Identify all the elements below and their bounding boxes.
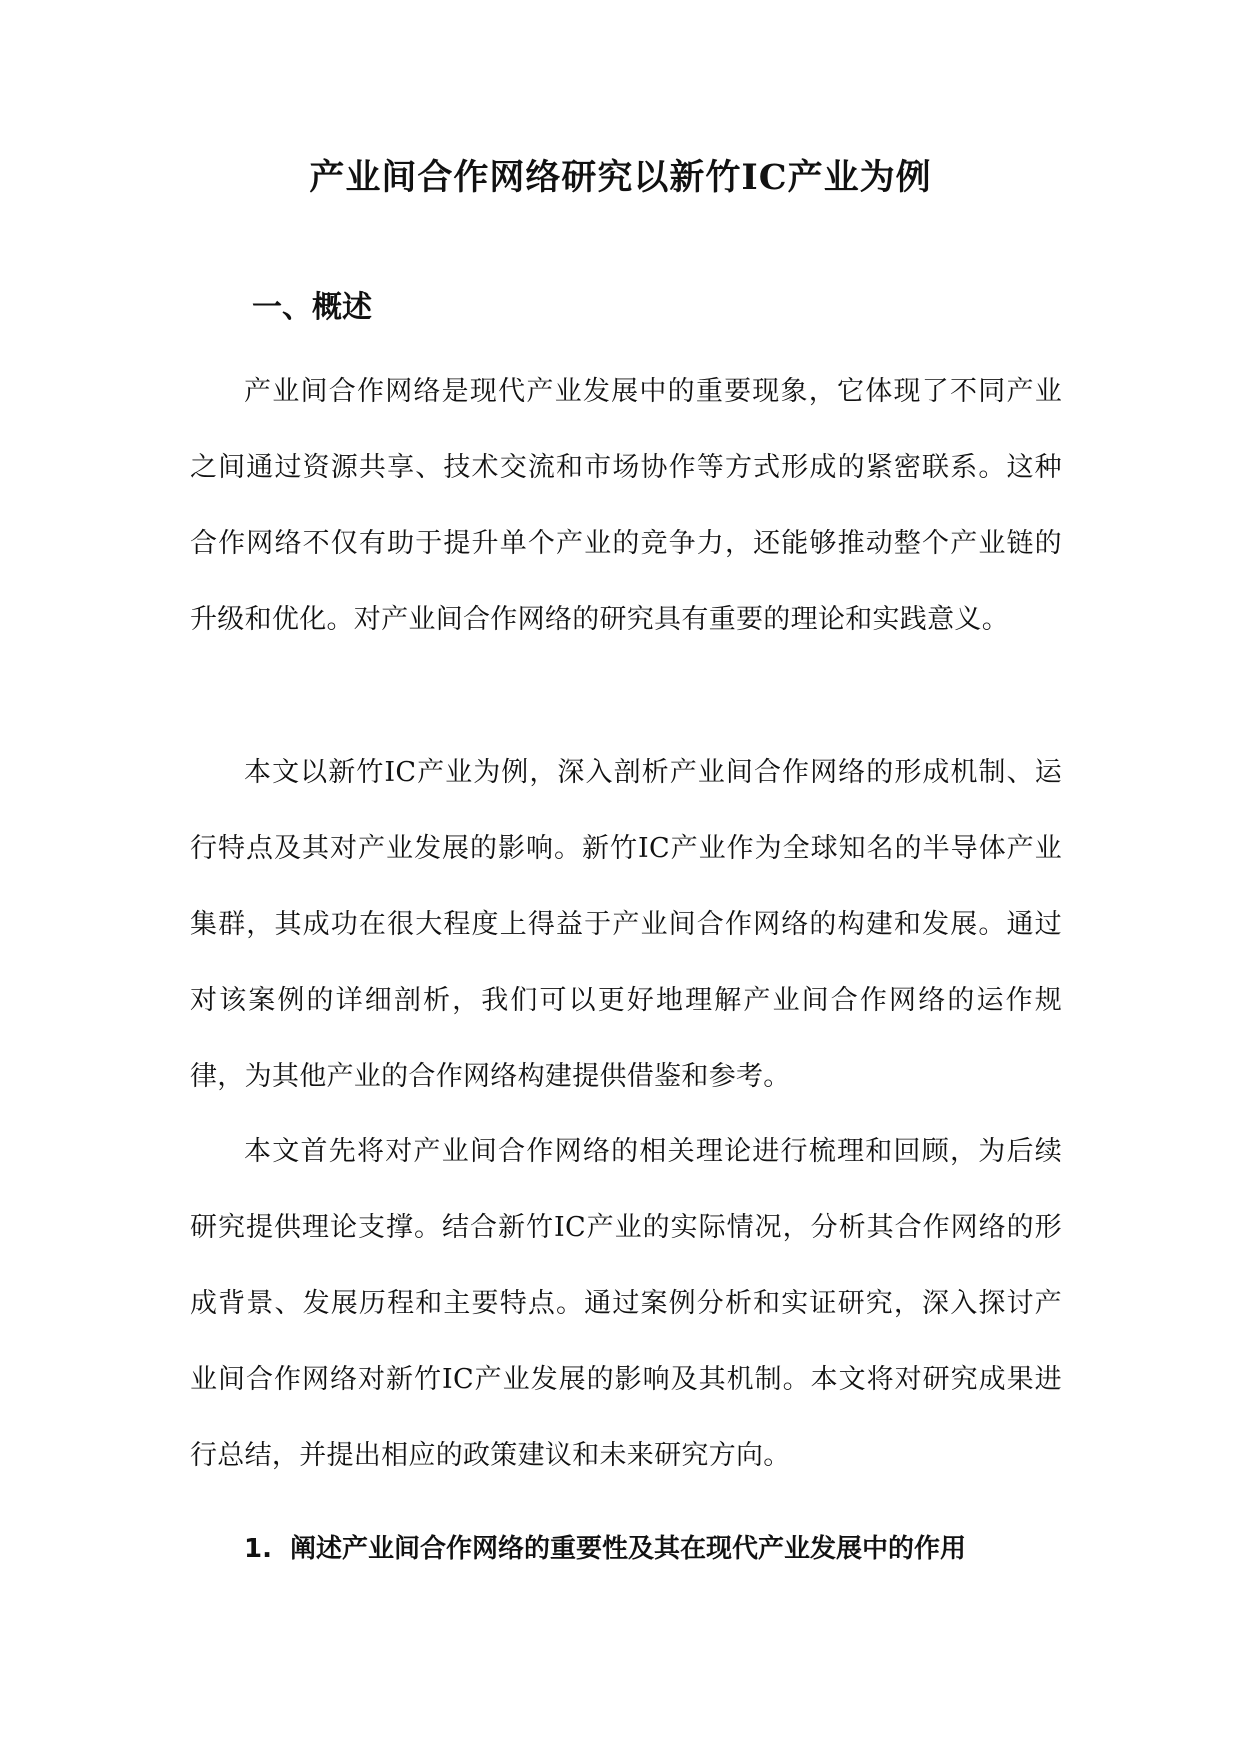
body-paragraph-2: 本文以新竹IC产业为例，深入剖析产业间合作网络的形成机制、运行特点及其对产业发展的影响。新竹IC产业作为全球知名的半导体产业集群，其成功在很大程度上得益于产业间合作网络的构建和发展。通过对该案例的详细剖析，我们可以更好地理解产业间合作网络的运作规律，为其他产业的合作网络构建提供借鉴和参考。 [190, 757, 1062, 1092]
subsection-title: 阐述产业间合作网络的重要性及其在现代产业发展中的作用 [289, 1534, 966, 1564]
section-heading-overview: 一、概述 [252, 290, 372, 325]
subsection-number: 1. [244, 1534, 272, 1564]
document-title: 产业间合作网络研究以新竹IC产业为例 [309, 157, 932, 198]
subsection-heading [244, 1528, 966, 1565]
body-paragraph-1: 产业间合作网络是现代产业发展中的重要现象，它体现了不同产业之间通过资源共享、技术交流和市场协作等方式形成的紧密联系。这种合作网络不仅有助于提升单个产业的竞争力，还能够推动整个产业链的升级和优化。对产业间合作网络的研究具有重要的理论和实践意义。 [190, 376, 1062, 635]
body-paragraph-3: 本文首先将对产业间合作网络的相关理论进行梳理和回顾，为后续研究提供理论支撑。结合新竹IC产业的实际情况，分析其合作网络的形成背景、发展历程和主要特点。通过案例分析和实证研究，深入探讨产业间合作网络对新竹IC产业发展的影响及其机制。本文将对研究成果进行总结，并提出相应的政策建议和未来研究方向。 [190, 1136, 1062, 1471]
